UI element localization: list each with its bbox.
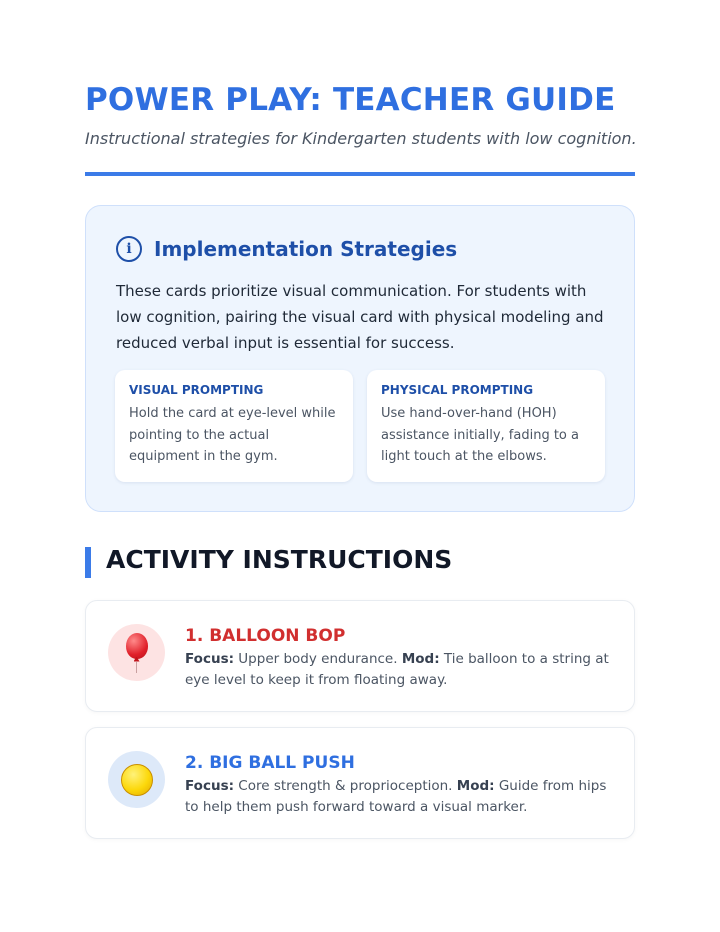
- physical-prompting-text: Use hand-over-hand (HOH) assistance initially, fading to a light touch at the elbows.: [381, 406, 579, 464]
- strategies-title: Implementation Strategies: [154, 237, 458, 261]
- focus-label: Focus:: [185, 778, 234, 794]
- visual-prompting-text: Hold the card at eye-level while pointing to the actual equipment in the gym.: [129, 406, 336, 464]
- mod-text: Guide from hips to help them push forward toward a visual marker.: [185, 778, 607, 815]
- activity-card-balloon-bop: [85, 600, 635, 712]
- visual-prompting-label: VISUAL PROMPTING: [129, 383, 264, 397]
- balloon-icon: [108, 624, 165, 681]
- strategies-header: [116, 236, 457, 262]
- info-circle-icon: i: [116, 236, 142, 262]
- strategies-description: These cards prioritize visual communication. For students with low cognition, pairing the visual card with physical modeling and reduced verbal input is essential for success.: [116, 282, 604, 352]
- implementation-strategies-panel: [85, 205, 635, 512]
- activity-description: [185, 776, 615, 818]
- focus-label: Focus:: [185, 651, 234, 667]
- mod-label: Mod:: [401, 651, 440, 667]
- focus-text: Core strength & proprioception.: [238, 778, 453, 794]
- page-title: POWER PLAY: TEACHER GUIDE: [85, 82, 616, 118]
- mod-label: Mod:: [456, 778, 495, 794]
- focus-text: Upper body endurance.: [238, 651, 398, 667]
- title-divider: [85, 172, 635, 176]
- page-subtitle: Instructional strategies for Kindergarten students with low cognition.: [85, 129, 637, 148]
- visual-prompting-card: [115, 370, 353, 482]
- mod-text: Tie balloon to a string at eye level to keep it from floating away.: [185, 651, 609, 688]
- activity-card-big-ball-push: [85, 727, 635, 839]
- physical-prompting-card: [367, 370, 605, 482]
- activity-title: 1. BALLOON BOP: [185, 626, 346, 646]
- physical-prompting-label: PHYSICAL PROMPTING: [381, 383, 534, 397]
- activity-description: [185, 649, 615, 691]
- yellow-ball-icon: [108, 751, 165, 808]
- activity-title: 2. BIG BALL PUSH: [185, 753, 355, 773]
- section-accent-bar: [85, 547, 91, 578]
- activity-instructions-heading: ACTIVITY INSTRUCTIONS: [106, 545, 453, 574]
